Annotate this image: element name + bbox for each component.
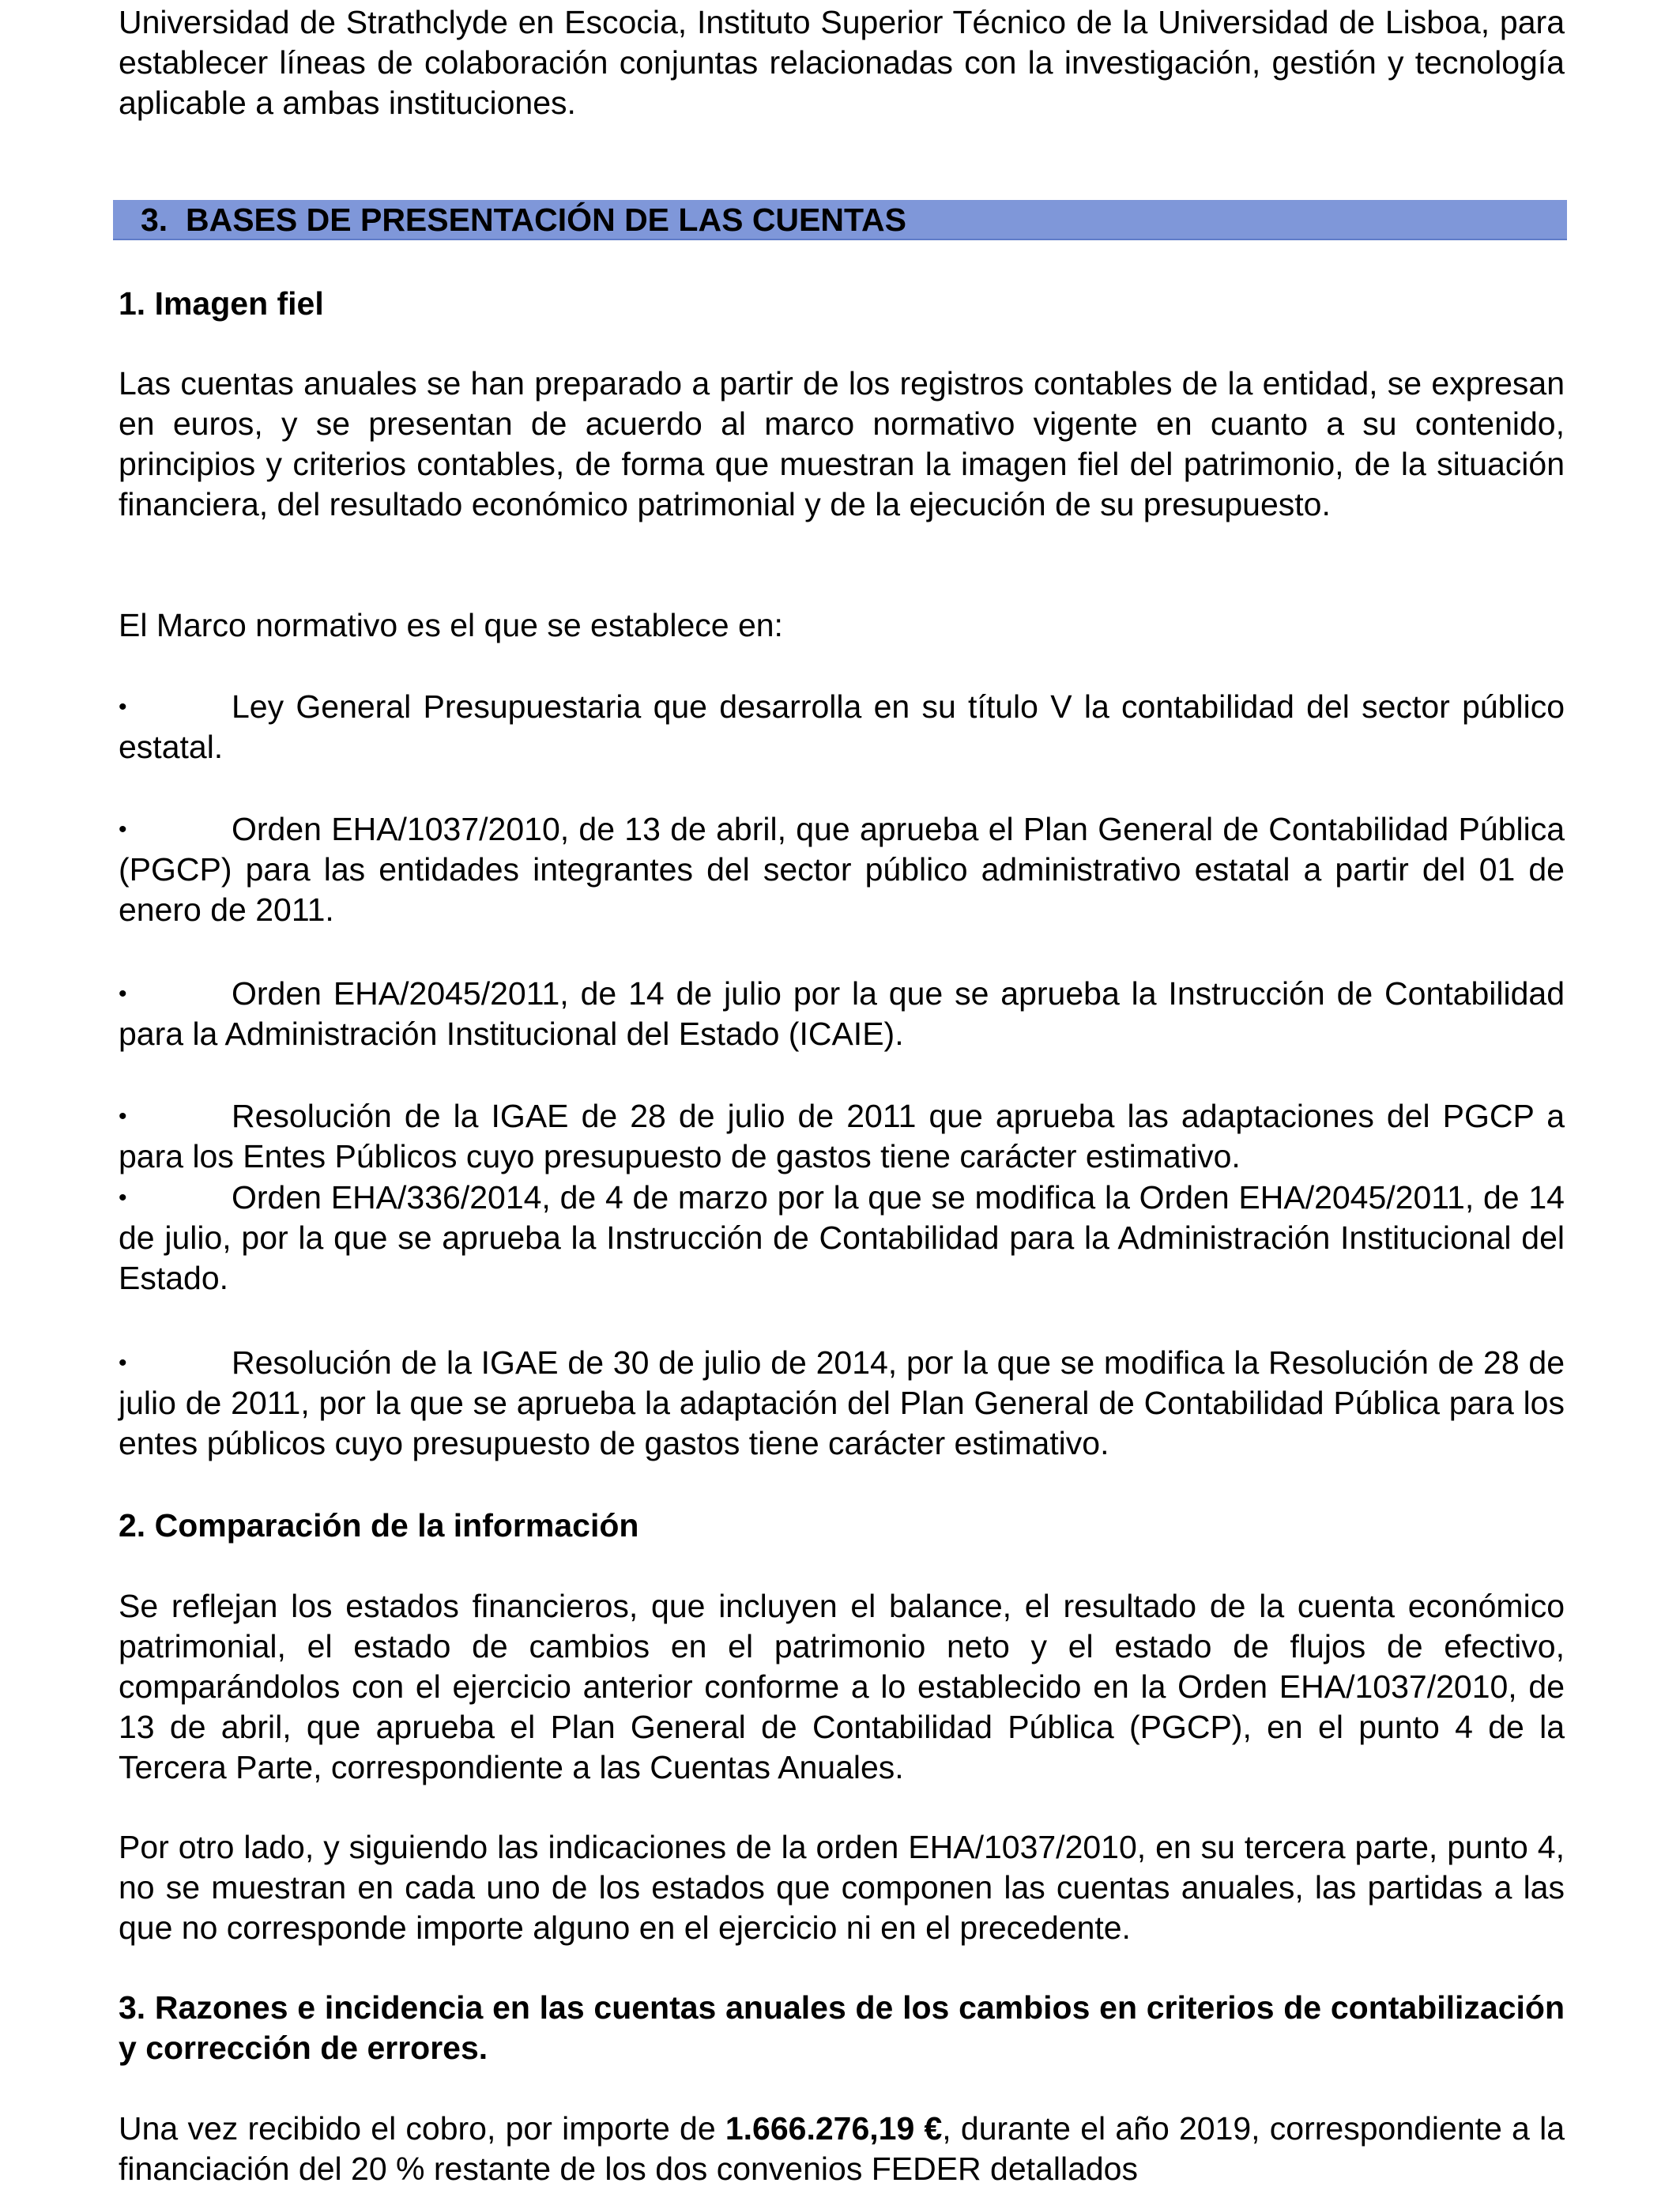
razones-text-start: Una vez recibido el cobro, por importe de <box>119 2110 725 2147</box>
subsection-heading-1: 1. Imagen fiel <box>119 285 324 322</box>
imagen-fiel-paragraph: Las cuentas anuales se han preparado a partir de los registros contables de la entidad, se expresan en euros, y se presentan de acuerdo al marco normativo vigente en cuanto a su contenido, principios y criterios contables, de forma que muestran la imagen fiel del patrimonio, de la situación financiera, del resultado económico patrimonial y de la ejecución de su presupuesto. <box>119 365 1565 522</box>
intro-paragraph: Universidad de Strathclyde en Escocia, Instituto Superior Técnico de la Universidad de Lisboa, para establecer líneas de colaboración conjuntas relacionadas con la investigación, gestión y tecnología aplicable a ambas instituciones. <box>119 4 1565 121</box>
marco-normativo-intro: El Marco normativo es el que se establece en: <box>119 607 783 643</box>
bullet-text-5: Orden EHA/336/2014, de 4 de marzo por la que se modifica la Orden EHA/2045/2011, de 14 de julio, por la que se aprueba la Instrucción de Contabilidad para la Administración Institucional del Estado. <box>119 1179 1565 1296</box>
razones-paragraph <box>119 2109 1565 2189</box>
bullet-item-4 <box>119 1096 1565 1177</box>
bullet-icon: • <box>119 1350 127 1376</box>
bullet-item-5 <box>119 1178 1565 1299</box>
bullet-text-2: Orden EHA/1037/2010, de 13 de abril, que aprueba el Plan General de Contabilidad Pública (PGCP) para las entidades integrantes del sector público administrativo estatal a partir del 01 de enero de 2011. <box>119 811 1565 928</box>
imagen-fiel-body <box>119 364 1565 525</box>
bullet-item-6 <box>119 1343 1565 1464</box>
cobro-amount: 1.666.276,19 € <box>725 2110 943 2147</box>
subsection-heading-2: 2. Comparación de la información <box>119 1507 639 1544</box>
bullet-item-1 <box>119 687 1565 767</box>
comparacion-body-1 <box>119 1586 1565 1788</box>
bullet-text-3: Orden EHA/2045/2011, de 14 de julio por la que se aprueba la Instrucción de Contabilidad para la Administración Institucional del Estado (ICAIE). <box>119 975 1565 1052</box>
bullet-item-2 <box>119 809 1565 930</box>
bullet-icon: • <box>119 816 127 843</box>
bullet-text-4: Resolución de la IGAE de 28 de julio de 2011 que aprueba las adaptaciones del PGCP a para los Entes Públicos cuyo presupuesto de gastos tiene carácter estimativo. <box>119 1098 1565 1174</box>
marco-normativo-intro-block <box>119 605 1565 646</box>
bullet-icon: • <box>119 1103 127 1129</box>
section-title: 3. BASES DE PRESENTACIÓN DE LAS CUENTAS <box>141 202 906 238</box>
subsection-imagen-fiel <box>119 284 1565 324</box>
bullet-text-6: Resolución de la IGAE de 30 de julio de 2014, por la que se modifica la Resolución de 28 de julio de 2011, por la que se aprueba la adaptación del Plan General de Contabilidad Pública para los entes públicos cuyo presupuesto de gastos tiene carácter estimativo. <box>119 1344 1565 1461</box>
razones-body <box>119 2109 1565 2189</box>
subsection-heading-3: 3. Razones e incidencia en las cuentas anuales de los cambios en criterios de contabilización y corrección de errores. <box>119 1989 1565 2066</box>
comparacion-body-2 <box>119 1827 1565 1948</box>
bullet-icon: • <box>119 694 127 720</box>
subsection-razones <box>119 1988 1565 2068</box>
bullet-icon: • <box>119 1185 127 1211</box>
intro-block <box>119 2 1565 123</box>
razones-text-end: , durante el año 2019, correspondiente a la financiación del 20 % restante de los dos convenios FEDER detallados <box>119 2110 1565 2187</box>
subsection-comparacion <box>119 1506 1565 1546</box>
comparacion-paragraph-2: Por otro lado, y siguiendo las indicaciones de la orden EHA/1037/2010, en su tercera parte, punto 4, no se muestran en cada uno de los estados que componen las cuentas anuales, las partidas a las que no corresponde importe alguno en el ejercicio ni en el precedente. <box>119 1829 1565 1946</box>
comparacion-paragraph-1: Se reflejan los estados financieros, que incluyen el balance, el resultado de la cuenta económico patrimonial, el estado de cambios en el patrimonio neto y el estado de flujos de efectivo, comparándolos con el ejercicio anterior conforme a lo establecido en la Orden EHA/1037/2010, de 13 de abril, que aprueba el Plan General de Contabilidad Pública (PGCP), en el punto 4 de la Tercera Parte, correspondiente a las Cuentas Anuales. <box>119 1588 1565 1785</box>
bullet-text-1: Ley General Presupuestaria que desarrolla en su título V la contabilidad del sector público estatal. <box>119 688 1565 765</box>
bullet-item-3 <box>119 974 1565 1054</box>
bullet-icon: • <box>119 981 127 1007</box>
